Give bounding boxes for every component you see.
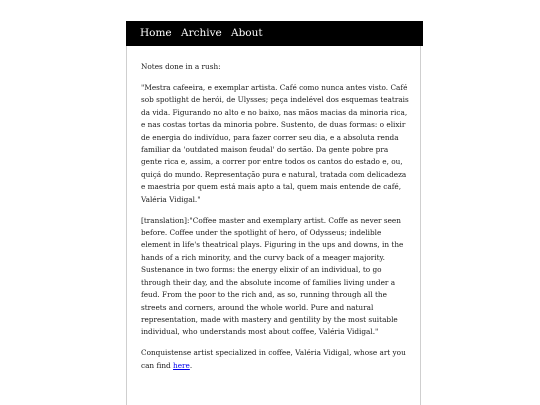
post-content: [141, 61, 410, 381]
post-closing-text: Conquistense artist specialized in coffee, Valéria Vidigal, whose art you can find: [141, 348, 406, 370]
page-column: [126, 21, 421, 405]
nav-link-archive[interactable]: Archive: [181, 27, 222, 39]
top-navigation-bar: [126, 21, 423, 46]
nav-link-about[interactable]: About: [231, 27, 263, 39]
nav-link-home[interactable]: Home: [140, 27, 172, 39]
post-quote-translation: [translation]:"Coffee master and exemplary artist. Coffe as never seen before. Coffee under the spotlight of hero, of Odysseus; indelible element in life's theatrical plays. Figuring in the ups and downs, in the hands of a rich minority, and the curvy back of a meager majority. Sustenance in two forms: the energy elixir of an individual, to go through their day, and the absolute income of families living under a feud. From the poor to the rich and, as so, running through all the streets and corners, around the whole world. Pure and natural representation, made with mastery and gentility by the most suitable individual, who understands most about coffee, Valéria Vidigal.": [141, 215, 404, 337]
post-quote-portuguese: "Mestra cafeeira, e exemplar artista. Café como nunca antes visto. Café sob spotlight de herói, de Ulysses; peça indelével dos esquemas teatrais da vida. Figurando no alto e no baixo, nas mãos macias da minoria rica, e nas costas tortas da minoria pobre. Sustento, de duas formas: o elixir de energia do indivíduo, para fazer correr seu dia, e a absoluta renda familiar da 'outdated maison feudal' do sertão. Da gente pobre pra gente rica e, assim, a correr por entre todos os cantos do estado e, ou, quiçá do mundo. Representação pura e natural, tratada com delicadeza e maestria por quem está mais apto a tal, quem mais entende de café, Valéria Vidigal.": [141, 83, 409, 204]
here-link[interactable]: here: [173, 360, 190, 370]
post-intro: Notes done in a rush:: [141, 62, 221, 71]
post-closing-end: .: [189, 360, 193, 370]
post-closing: [141, 347, 410, 372]
